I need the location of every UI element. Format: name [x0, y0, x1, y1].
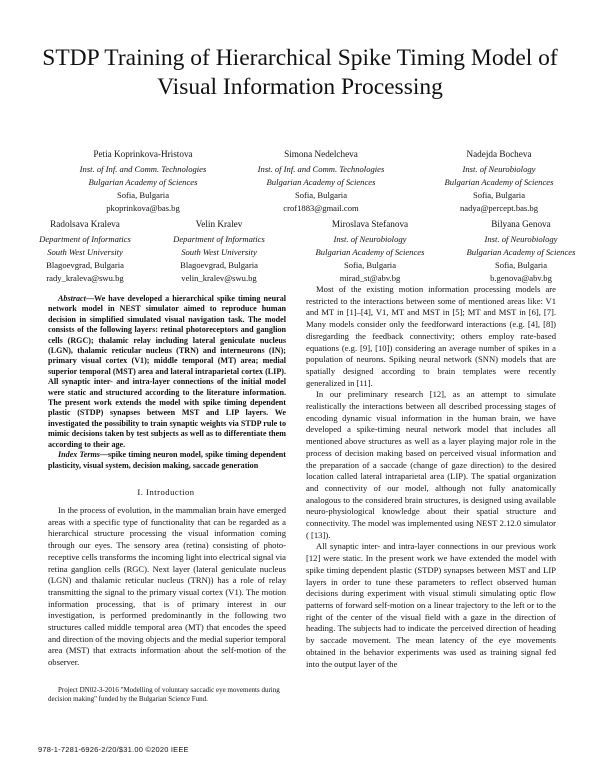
author-email: crof1883@gmail.com	[283, 203, 359, 213]
author-name: Simona Nedelcheva	[284, 149, 358, 159]
author-block	[290, 218, 450, 285]
author-block	[446, 218, 596, 285]
introduction-left	[48, 505, 286, 669]
author-affiliation: Inst. of Neurobiology	[462, 164, 536, 174]
abstract	[48, 294, 286, 471]
introduction-right	[306, 284, 556, 670]
author-institution: South West University	[181, 247, 257, 257]
author-name: Petia Koprinkova-Hristova	[93, 149, 193, 159]
author-block	[414, 148, 584, 215]
index-terms-label: Index Terms	[58, 450, 100, 460]
author-email: pkoprinkova@bas.bg	[106, 203, 180, 213]
index-terms-text: —spike timing neuron model, spike timing dependent plasticity, visual system, decision making, saccade generation	[48, 450, 287, 470]
author-institution: South West University	[47, 247, 123, 257]
author-email: velin_kralev@swu.bg	[181, 273, 257, 283]
author-affiliation: Inst. of Neurobiology	[333, 234, 407, 244]
author-block	[58, 148, 228, 215]
author-institution: Bulgarian Academy of Sciences	[266, 177, 376, 187]
author-name: Velin Kralev	[195, 219, 243, 229]
author-name: Miroslava Stefanova	[331, 219, 409, 229]
paragraph: In the process of evolution, in the mammalian brain have emerged areas with a specific type of functionality that can be regarded as a hierarchical structure processing the visual information coming through our eyes. The sensory area (retina) consisting of photo-receptive cells transforms the incoming light into electrical signal via retina ganglion cells (RGC). Next layer (lateral geniculate nucleus (LGN) and thalamic reticular nucleus (TRN)) has a role of relay transmitting the signal to the primary visual cortex (V1). The motion information processing, that is of primary interest in our investigation, is performed predominantly in the following two structures called middle temporal area (MT) that encodes the speed and direction of the moving objects and the medial superior temporal area (MST) that extracts information about the self-motion of the observer.	[48, 505, 286, 668]
author-city: Blagoevgrad, Bulgaria	[180, 260, 258, 270]
author-block	[154, 218, 284, 285]
author-affiliation: Inst. of Neurobiology	[484, 234, 558, 244]
author-name: Bilyana Genova	[491, 219, 551, 229]
author-affiliation: Department of Informatics	[173, 234, 265, 244]
author-institution: Bulgarian Academy of Sciences	[466, 247, 576, 257]
paragraph: In our preliminary research [12], as an attempt to simulate realistically the interactions between all described processing stages of encoding dynamic visual information in the human brain, we have developed a spike-timing neural network model that includes all mentioned above structures as well as a layer playing major role in the process of decision making based on perceived visual information and the preparation of a saccade (change of gaze direction) to the desired location called lateral intraparietal area (LIP). The spatial organization and connectivity of our model, although not fully anatomically analogous to the considered brain structures, is designed using available neuro-physiological knowledge about their spatial structure and connectivity. The model was implemented using NEST 2.12.0 simulator ( [13]).	[306, 389, 556, 540]
author-block	[236, 148, 406, 215]
author-email: b.genova@abv.bg	[490, 273, 552, 283]
paper-title: STDP Training of Hierarchical Spike Timing Model of Visual Information Processing	[42, 45, 558, 100]
section-heading: I. Introduction	[137, 487, 195, 497]
author-email: mirad_st@abv.bg	[339, 273, 401, 283]
author-affiliation: Inst. of Inf. and Comm. Technologies	[79, 164, 207, 174]
author-institution: Bulgarian Academy of Sciences	[88, 177, 198, 187]
author-city: Sofia, Bulgaria	[343, 260, 397, 270]
abstract-text: —We have developed a hierarchical spike timing neural network model in NEST simulator aimed to reproduce human decision in simplified simulated visual navigation task. The model consists of the following layers: retinal photoreceptors and ganglion cells (RGC); thalamic relay including lateral geniculate nucleus (LGN), thalamic reticular nucleus (TRN) and interneurons (IN); primary visual cortex (V1); middle temporal (MT) area; medial superior temporal (MST) area and lateral intraparietal cortex (LIP). All synaptic inter- and intra-layer connections of the initial model were static and structured according to the literature information. The present work extends the model with spike timing dependent plastic (STDP) synapses between MST and LIP layers. We investigated the possibility to train synaptic weights via STDP rule to mimic decisions taken by test subjects as well as to differentiate them according to their age.	[48, 294, 286, 449]
author-city: Sofia, Bulgaria	[116, 190, 170, 200]
author-email: nadya@percept.bas.bg	[459, 203, 539, 213]
author-institution: Bulgarian Academy of Sciences	[444, 177, 554, 187]
author-affiliation: Department of Informatics	[39, 234, 131, 244]
author-city: Sofia, Bulgaria	[472, 190, 526, 200]
author-name: Radolsava Kraleva	[50, 219, 120, 229]
author-email: rady_kraleva@swu.bg	[46, 273, 124, 283]
paragraph: Most of the existing motion information processing models are restricted to the interactions between some of mentioned areas like: V1 and MT in [1]–[4], V1, MT and MST in [5]; MT and MST in [6], [7]. Many models consider only the feedforward interactions (e.g. [4], [8]) disregarding the feedback connectivity; others employ rate-based equations (e.g. [9], [10]) considering an average number of spikes in a population of neurons. Spiking neural network (SNN) models that are spatially designed according to brain templates were recently generalized in [11].	[306, 284, 556, 388]
footnote: Project DN02-3-2016 "Modelling of voluntary saccadic eye movements during decision making" funded by the Bulgarian Science Fund.	[48, 686, 280, 703]
author-city: Blagoevgrad, Bulgaria	[46, 260, 124, 270]
author-city: Sofia, Bulgaria	[294, 190, 348, 200]
abstract-label: Abstract	[58, 294, 86, 303]
author-city: Sofia, Bulgaria	[494, 260, 548, 270]
isbn-copyright: 978-1-7281-6926-2/20/$31.00 ©2020 IEEE	[38, 745, 189, 754]
paragraph: All synaptic inter- and intra-layer connections in our previous work [12] were static. In the present work we have extended the model with spike timing dependent plastic (STDP) synapses between MST and LIP layers in order to tune these parameters to reflect observed human decisions during experiment with visual stimuli simulating optic flow patterns of forward self-motion on a linear trajectory to the left or to the right of the center of the visual field with a gaze in the direction of heading. The subjects had to indicate the perceived direction of heading by saccade movement. The mean latency of the eye movements obtained in the behavior experiments was used as training signal fed into the output layer of the	[306, 541, 556, 669]
author-block	[20, 218, 150, 285]
author-institution: Bulgarian Academy of Sciences	[315, 247, 425, 257]
author-name: Nadejda Bocheva	[466, 149, 532, 159]
author-affiliation: Inst. of Inf. and Comm. Technologies	[257, 164, 385, 174]
